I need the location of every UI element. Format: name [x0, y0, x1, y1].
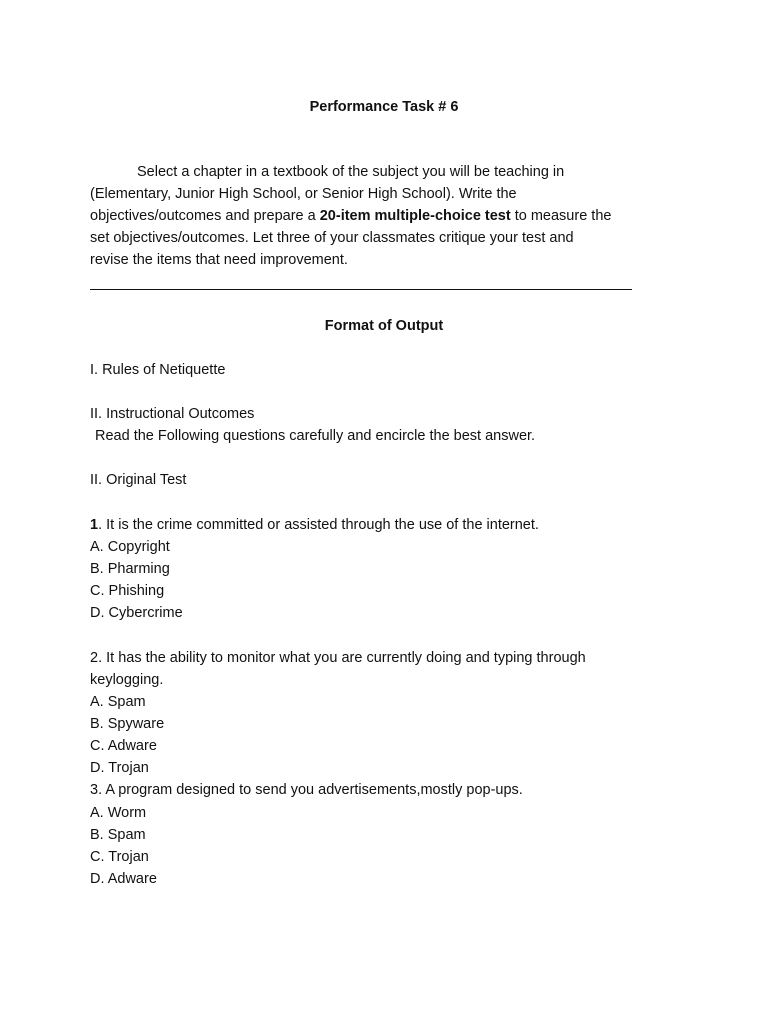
q3-choice-c: C. Trojan — [90, 849, 149, 865]
horizontal-rule — [90, 289, 632, 290]
question-2-line-1: 2. It has the ability to monitor what you are currently doing and typing through — [90, 650, 586, 666]
section-original: II. Original Test — [90, 472, 187, 488]
q1-choice-a: A. Copyright — [90, 539, 170, 555]
format-heading: Format of Output — [324, 318, 444, 334]
intro-line-3-bold: 20-item multiple-choice test — [319, 208, 511, 224]
intro-line-1: Select a chapter in a textbook of the subject you will be teaching in — [137, 164, 565, 180]
page-title: Performance Task # 6 — [309, 99, 459, 115]
intro-line-3-pre: objectives/outcomes and prepare a — [90, 208, 320, 224]
section-outcomes: II. Instructional Outcomes — [90, 406, 255, 422]
q2-choice-c: C. Adware — [90, 738, 157, 754]
q3-choice-b: B. Spam — [90, 827, 146, 843]
q1-choice-d: D. Cybercrime — [90, 605, 183, 621]
intro-line-3 — [90, 205, 611, 227]
q1-choice-c: C. Phishing — [90, 583, 165, 599]
question-1-number: 1 — [90, 517, 99, 533]
q3-choice-a: A. Worm — [90, 805, 147, 821]
q2-choice-b: B. Spyware — [90, 716, 165, 732]
q2-choice-a: A. Spam — [90, 694, 146, 710]
question-3: 3. A program designed to send you advertisements,mostly pop-ups. — [90, 782, 523, 798]
intro-line-5: revise the items that need improvement. — [90, 252, 348, 268]
intro-line-2: (Elementary, Junior High School, or Senior High School). Write the — [90, 186, 517, 202]
section-instruction: Read the Following questions carefully and encircle the best answer. — [95, 428, 536, 444]
q3-choice-d: D. Adware — [90, 871, 157, 887]
section-rules: I. Rules of Netiquette — [90, 362, 226, 378]
question-2-line-2: keylogging. — [90, 672, 164, 688]
intro-line-3-post: to measure the — [510, 208, 612, 224]
q1-choice-b: B. Pharming — [90, 561, 170, 577]
q2-choice-d: D. Trojan — [90, 760, 149, 776]
question-1 — [90, 514, 539, 536]
intro-line-4: set objectives/outcomes. Let three of your classmates critique your test and — [90, 230, 574, 246]
question-1-text: . It is the crime committed or assisted through the use of the internet. — [98, 517, 539, 533]
